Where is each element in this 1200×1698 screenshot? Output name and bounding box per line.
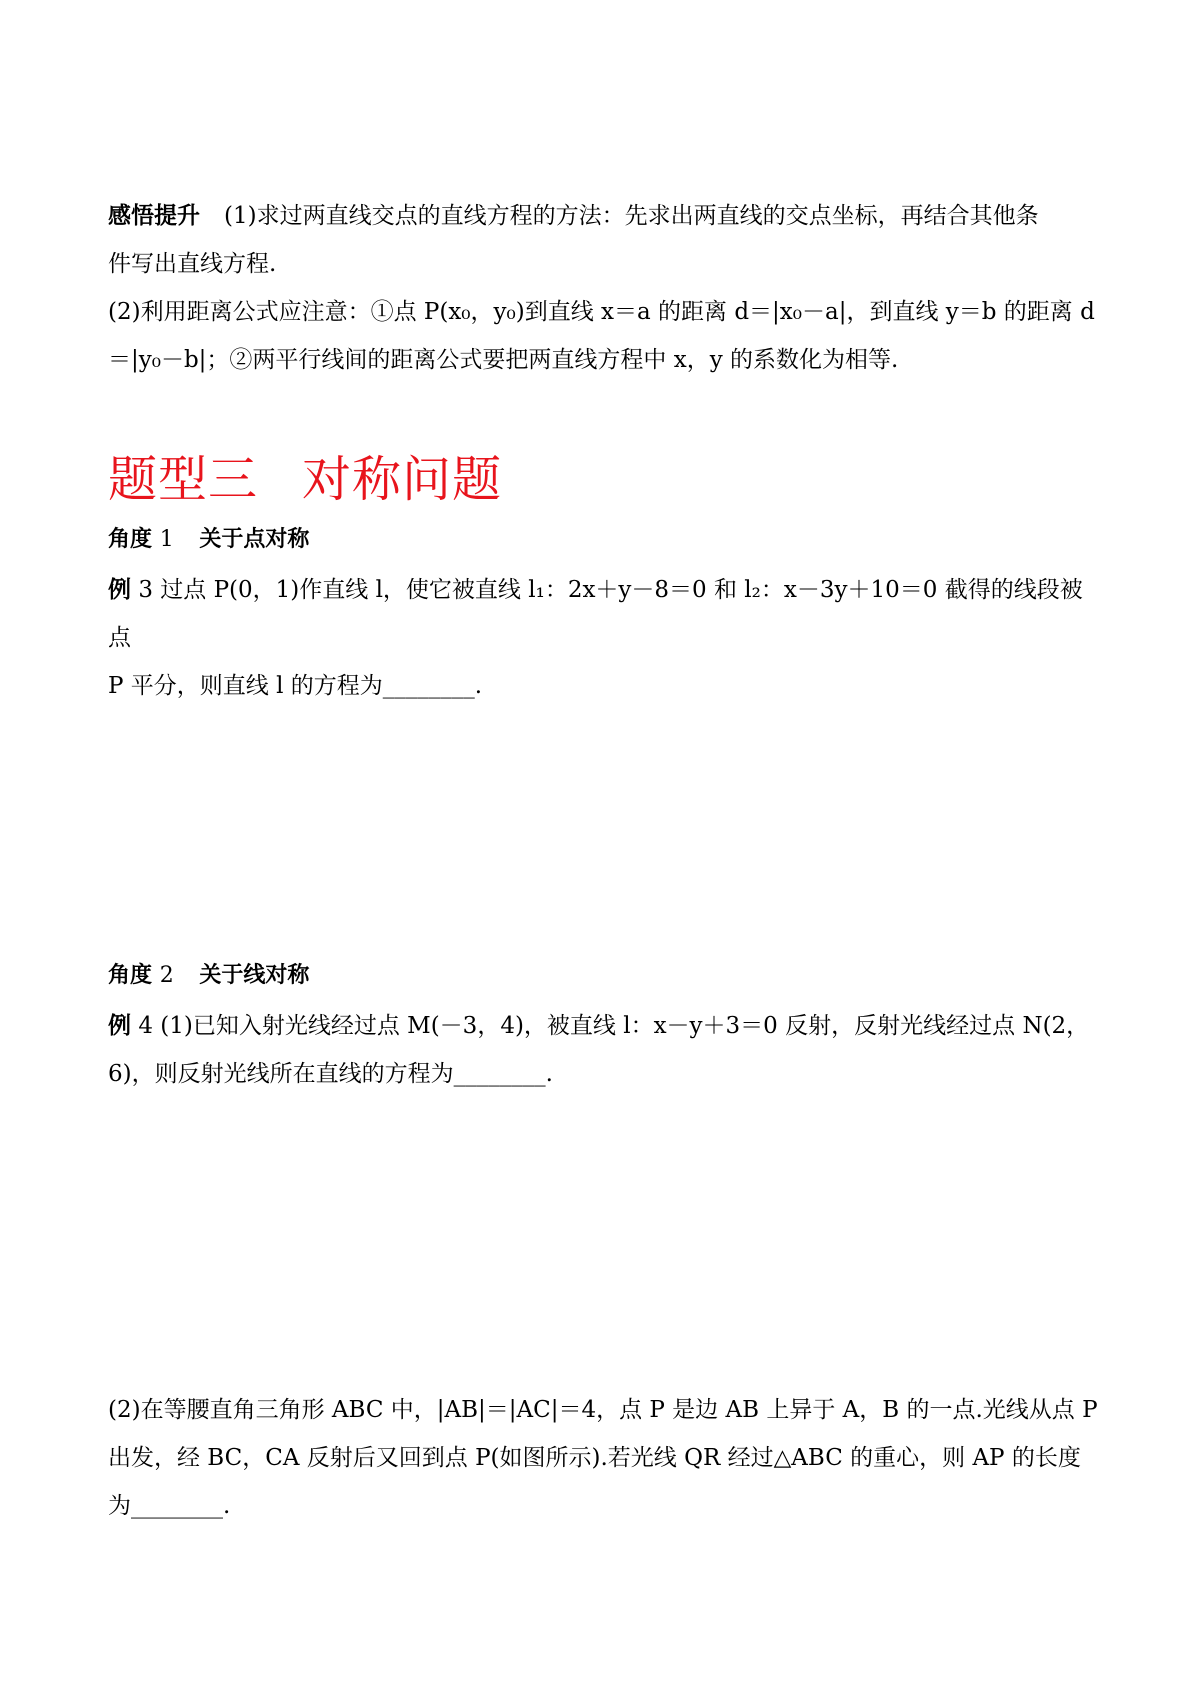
angle-2-label: 角度 [108,963,153,988]
example-4-part-2-line-3: 为________. [108,1493,231,1519]
insight-line-2: 件写出直线方程. [108,251,277,277]
insight-block [108,192,1098,384]
section-title-part-2: 对称问题 [302,451,503,508]
insight-line-4: ＝|y₀－b|；②两平行线间的距离公式要把两直线方程中 x，y 的系数化为相等. [108,347,899,373]
example-3 [108,566,1098,710]
example-4-line-1 [108,1002,1098,1050]
example-4 [108,1002,1098,1098]
example-4-number: 4 [138,1013,153,1039]
insight-line-3: (2)利用距离公式应注意：①点 P(x₀，y₀)到直线 x＝a 的距离 d＝|x₀－a|，到直线 y＝b 的距离 d [108,299,1095,325]
insight-text-1: (1)求过两直线交点的直线方程的方法：先求出两直线的交点坐标，再结合其他条 [224,203,1039,229]
angle-2-number: 2 [159,963,174,988]
example-4-line-2: 6)，则反射光线所在直线的方程为________. [108,1061,553,1087]
angle-2-text: 关于线对称 [199,963,310,988]
insight-line-1 [108,192,1098,240]
angle-1-heading [108,520,309,560]
example-3-text-1: 过点 P(0，1)作直线 l，使它被直线 l₁：2x＋y－8＝0 和 l₂：x－3y＋10＝0 截得的线段被点 [108,577,1083,651]
example-4-text-1: (1)已知入射光线经过点 M(－3，4)，被直线 l：x－y＋3＝0 反射，反射光线经过点 N(2， [160,1013,1090,1039]
section-title-part-1: 题型三 [108,451,259,508]
angle-1-label: 角度 [108,527,153,552]
angle-1-text: 关于点对称 [199,527,310,552]
example-4-part-2-line-1: (2)在等腰直角三角形 ABC 中，|AB|＝|AC|＝4，点 P 是边 AB 上异于 A，B 的一点.光线从点 P [108,1397,1098,1423]
example-4-label: 例 [108,1013,131,1039]
insight-label: 感悟提升 [108,203,200,229]
example-3-label: 例 [108,577,131,603]
angle-2-heading [108,956,309,996]
example-3-number: 3 [138,577,153,603]
example-3-line-2: P 平分，则直线 l 的方程为________. [108,673,483,699]
angle-1-number: 1 [159,527,174,552]
section-title [108,448,502,512]
example-4-part-2-line-2: 出发，经 BC，CA 反射后又回到点 P(如图所示).若光线 QR 经过△ABC 的重心，则 AP 的长度 [108,1445,1081,1471]
example-3-line-1 [108,566,1098,662]
example-4-part-2 [108,1386,1098,1530]
